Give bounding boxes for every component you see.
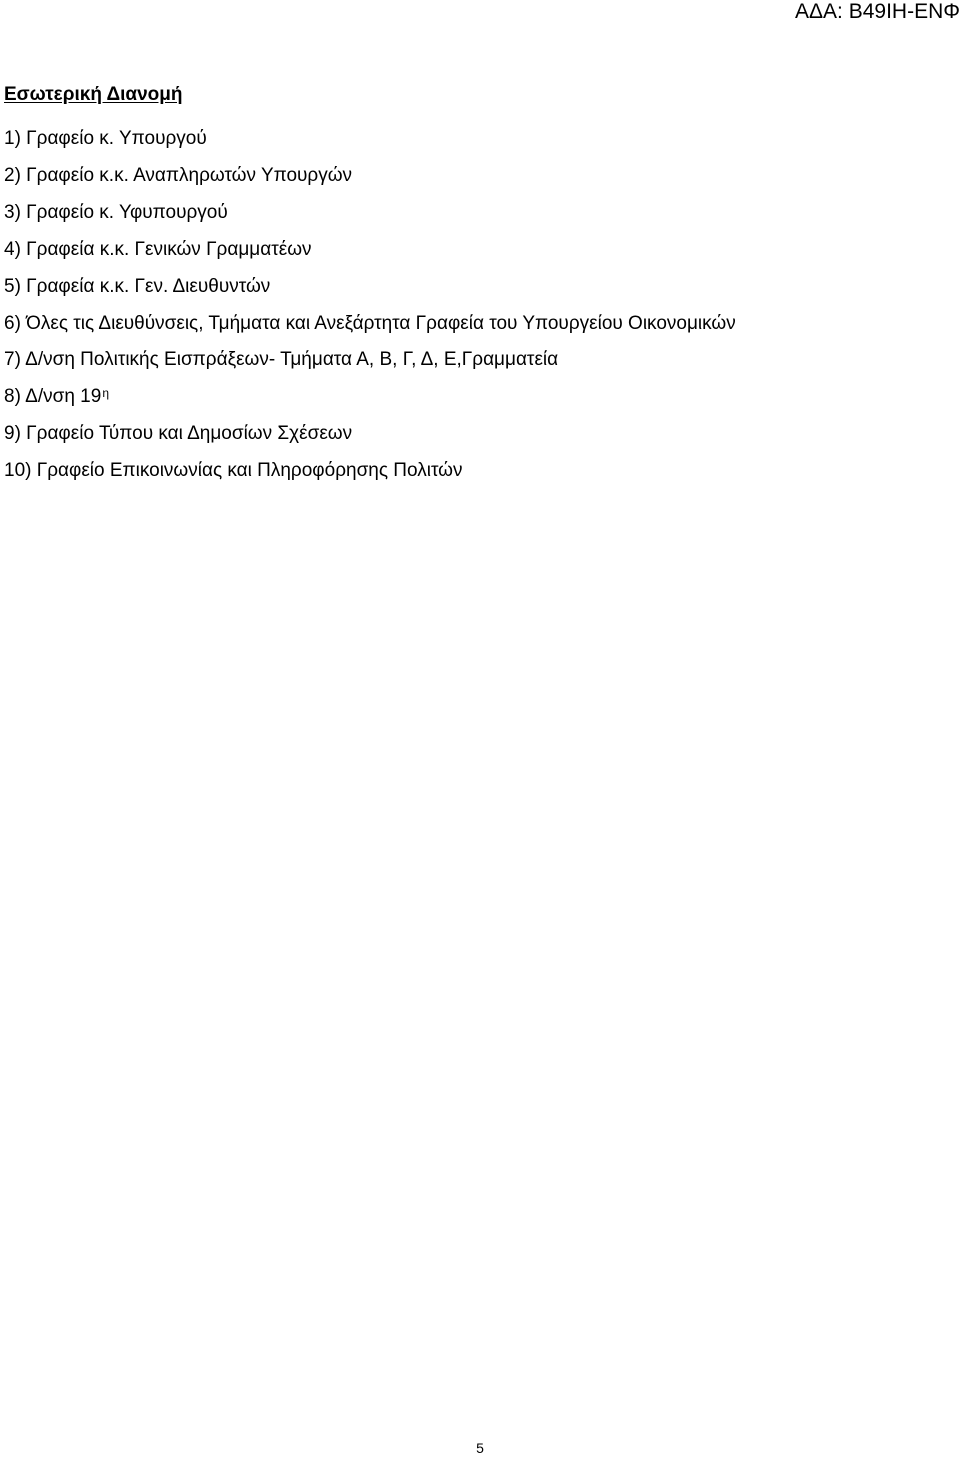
list-item: 6) Όλες τις Διευθύνσεις, Τμήματα και Ανεξάρτητα Γραφεία του Υπουργείου Οικονομικών	[4, 313, 736, 334]
page-number: 5	[476, 1440, 484, 1456]
ordinal-superscript: η	[102, 386, 109, 400]
list-item: 5) Γραφεία κ.κ. Γεν. Διευθυντών	[4, 276, 271, 297]
list-item: 2) Γραφείο κ.κ. Αναπληρωτών Υπουργών	[4, 165, 353, 186]
list-item: 9) Γραφείο Τύπου και Δημοσίων Σχέσεων	[4, 423, 353, 444]
list-item: 4) Γραφεία κ.κ. Γενικών Γραμματέων	[4, 239, 312, 260]
list-item: 7) Δ/νση Πολιτικής Εισπράξεων- Τμήματα Α, Β, Γ, Δ, Ε,Γραμματεία	[4, 349, 559, 370]
list-item: 1) Γραφείο κ. Υπουργού	[4, 128, 207, 149]
ada-code: ΑΔΑ: Β49ΙΗ-ΕΝΦ	[795, 0, 960, 23]
section-title: Εσωτερική Διανομή	[4, 84, 183, 105]
list-item: 3) Γραφείο κ. Υφυπουργού	[4, 202, 228, 223]
list-item-text: 8) Δ/νση 19	[4, 386, 102, 407]
list-item: 10) Γραφείο Επικοινωνίας και Πληροφόρησης Πολιτών	[4, 460, 463, 481]
list-item	[4, 386, 934, 408]
distribution-list	[4, 128, 934, 497]
